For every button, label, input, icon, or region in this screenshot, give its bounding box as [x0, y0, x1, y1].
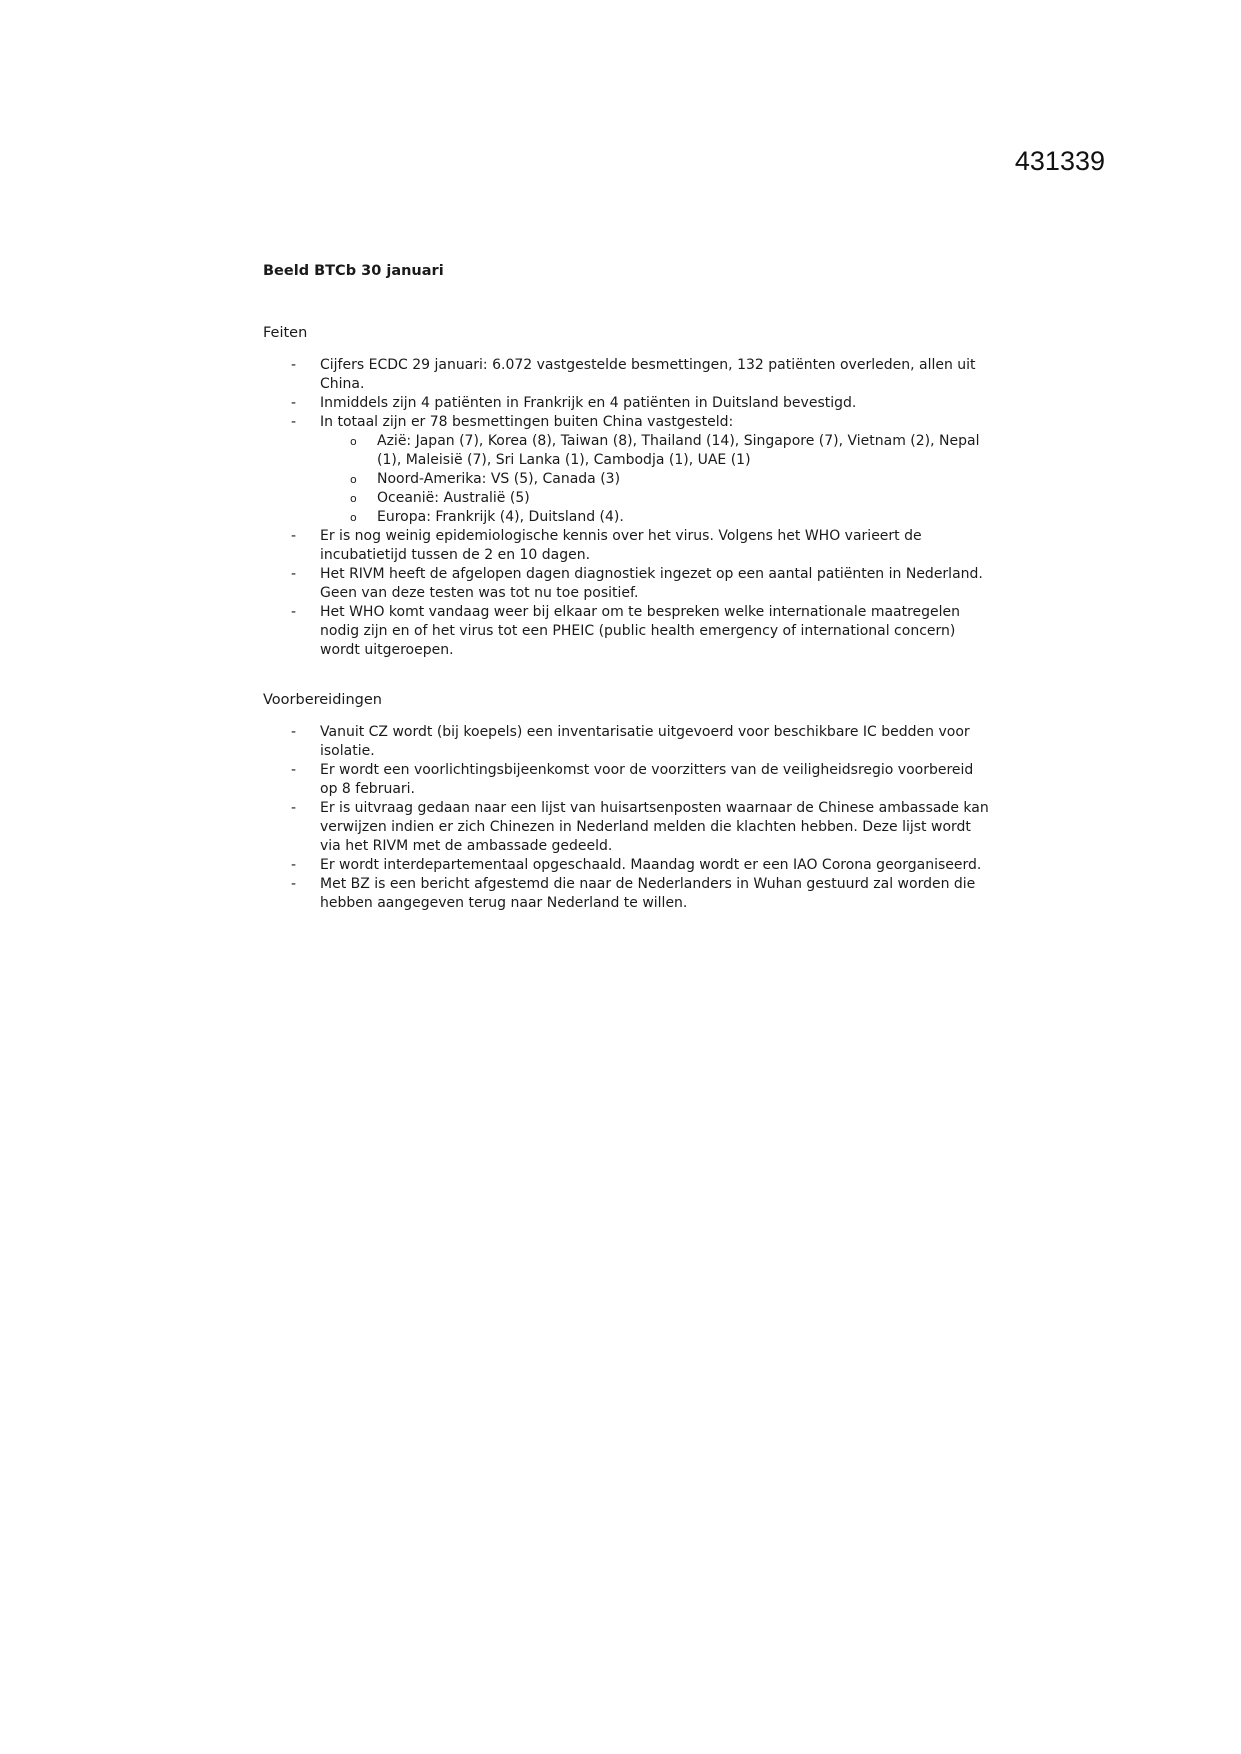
dash-bullet: - — [291, 800, 297, 816]
list-item — [263, 527, 993, 565]
circle-bullet: o — [350, 473, 357, 486]
list-item — [263, 603, 993, 660]
list-item — [263, 565, 993, 603]
list-item-text: Cijfers ECDC 29 januari: 6.072 vastgestelde besmettingen, 132 patiënten overleden, allen uit China. — [320, 357, 976, 392]
dash-bullet: - — [291, 528, 297, 544]
list-item — [263, 356, 993, 394]
list-item-text: In totaal zijn er 78 besmettingen buiten China vastgesteld: — [320, 414, 734, 430]
feiten-list — [263, 356, 993, 660]
dash-bullet: - — [291, 762, 297, 778]
document-number: 431339 — [1014, 146, 1105, 176]
list-item — [263, 856, 993, 875]
section-heading-voorbereidingen: Voorbereidingen — [263, 692, 382, 708]
dash-bullet: - — [291, 414, 297, 430]
list-item-text: Het RIVM heeft de afgelopen dagen diagnostiek ingezet op een aantal patiënten in Nederland. Geen van deze testen was tot nu toe positief. — [320, 566, 983, 601]
dash-bullet: - — [291, 876, 297, 892]
sub-list-item — [320, 508, 993, 527]
sub-list-item-text: Noord-Amerika: VS (5), Canada (3) — [377, 471, 621, 487]
circle-bullet: o — [350, 511, 357, 524]
sub-list-item — [320, 489, 993, 508]
sub-list-item-text: Oceanië: Australië (5) — [377, 490, 530, 506]
list-item-text: Er is nog weinig epidemiologische kennis over het virus. Volgens het WHO varieert de incubatietijd tussen de 2 en 10 dagen. — [320, 528, 922, 563]
list-item — [263, 394, 993, 413]
dash-bullet: - — [291, 566, 297, 582]
list-item-text: Er wordt interdepartementaal opgeschaald. Maandag wordt er een IAO Corona georganiseerd. — [320, 857, 982, 873]
dash-bullet: - — [291, 357, 297, 373]
circle-bullet: o — [350, 435, 357, 448]
section-heading-feiten: Feiten — [263, 325, 308, 341]
list-item — [263, 413, 993, 527]
list-item-text: Er is uitvraag gedaan naar een lijst van huisartsenposten waarnaar de Chinese ambassade kan verwijzen indien er zich Chinezen in Nederland melden die klachten hebben. Deze lijst wordt via het RIVM met de ambassade gedeeld. — [320, 800, 989, 854]
list-item-text: Er wordt een voorlichtingsbijeenkomst voor de voorzitters van de veiligheidsregio voorbereid op 8 februari. — [320, 762, 974, 797]
list-item — [263, 761, 993, 799]
voorbereidingen-list — [263, 723, 993, 913]
sub-list-item-text: Europa: Frankrijk (4), Duitsland (4). — [377, 509, 624, 525]
list-item — [263, 875, 993, 913]
dash-bullet: - — [291, 724, 297, 740]
list-item — [263, 723, 993, 761]
dash-bullet: - — [291, 857, 297, 873]
region-sub-list — [320, 432, 993, 527]
list-item-text: Vanuit CZ wordt (bij koepels) een inventarisatie uitgevoerd voor beschikbare IC bedden voor isolatie. — [320, 724, 970, 759]
sub-list-item — [320, 470, 993, 489]
document-body — [263, 262, 993, 913]
list-item-text: Inmiddels zijn 4 patiënten in Frankrijk en 4 patiënten in Duitsland bevestigd. — [320, 395, 857, 411]
dash-bullet: - — [291, 395, 297, 411]
circle-bullet: o — [350, 492, 357, 505]
document-title: Beeld BTCb 30 januari — [263, 263, 444, 279]
sub-list-item-text: Azië: Japan (7), Korea (8), Taiwan (8), Thailand (14), Singapore (7), Vietnam (2), Nepal (1), Maleisië (7), Sri Lanka (1), Cambodja (1), UAE (1) — [377, 433, 980, 468]
list-item-text: Het WHO komt vandaag weer bij elkaar om te bespreken welke internationale maatregelen nodig zijn en of het virus tot een PHEIC (public health emergency of international concern) wordt uitgeroepen. — [320, 604, 961, 658]
sub-list-item — [320, 432, 993, 470]
list-item — [263, 799, 993, 856]
dash-bullet: - — [291, 604, 297, 620]
list-item-text: Met BZ is een bericht afgestemd die naar de Nederlanders in Wuhan gestuurd zal worden die hebben aangegeven terug naar Nederland te willen. — [320, 876, 976, 911]
